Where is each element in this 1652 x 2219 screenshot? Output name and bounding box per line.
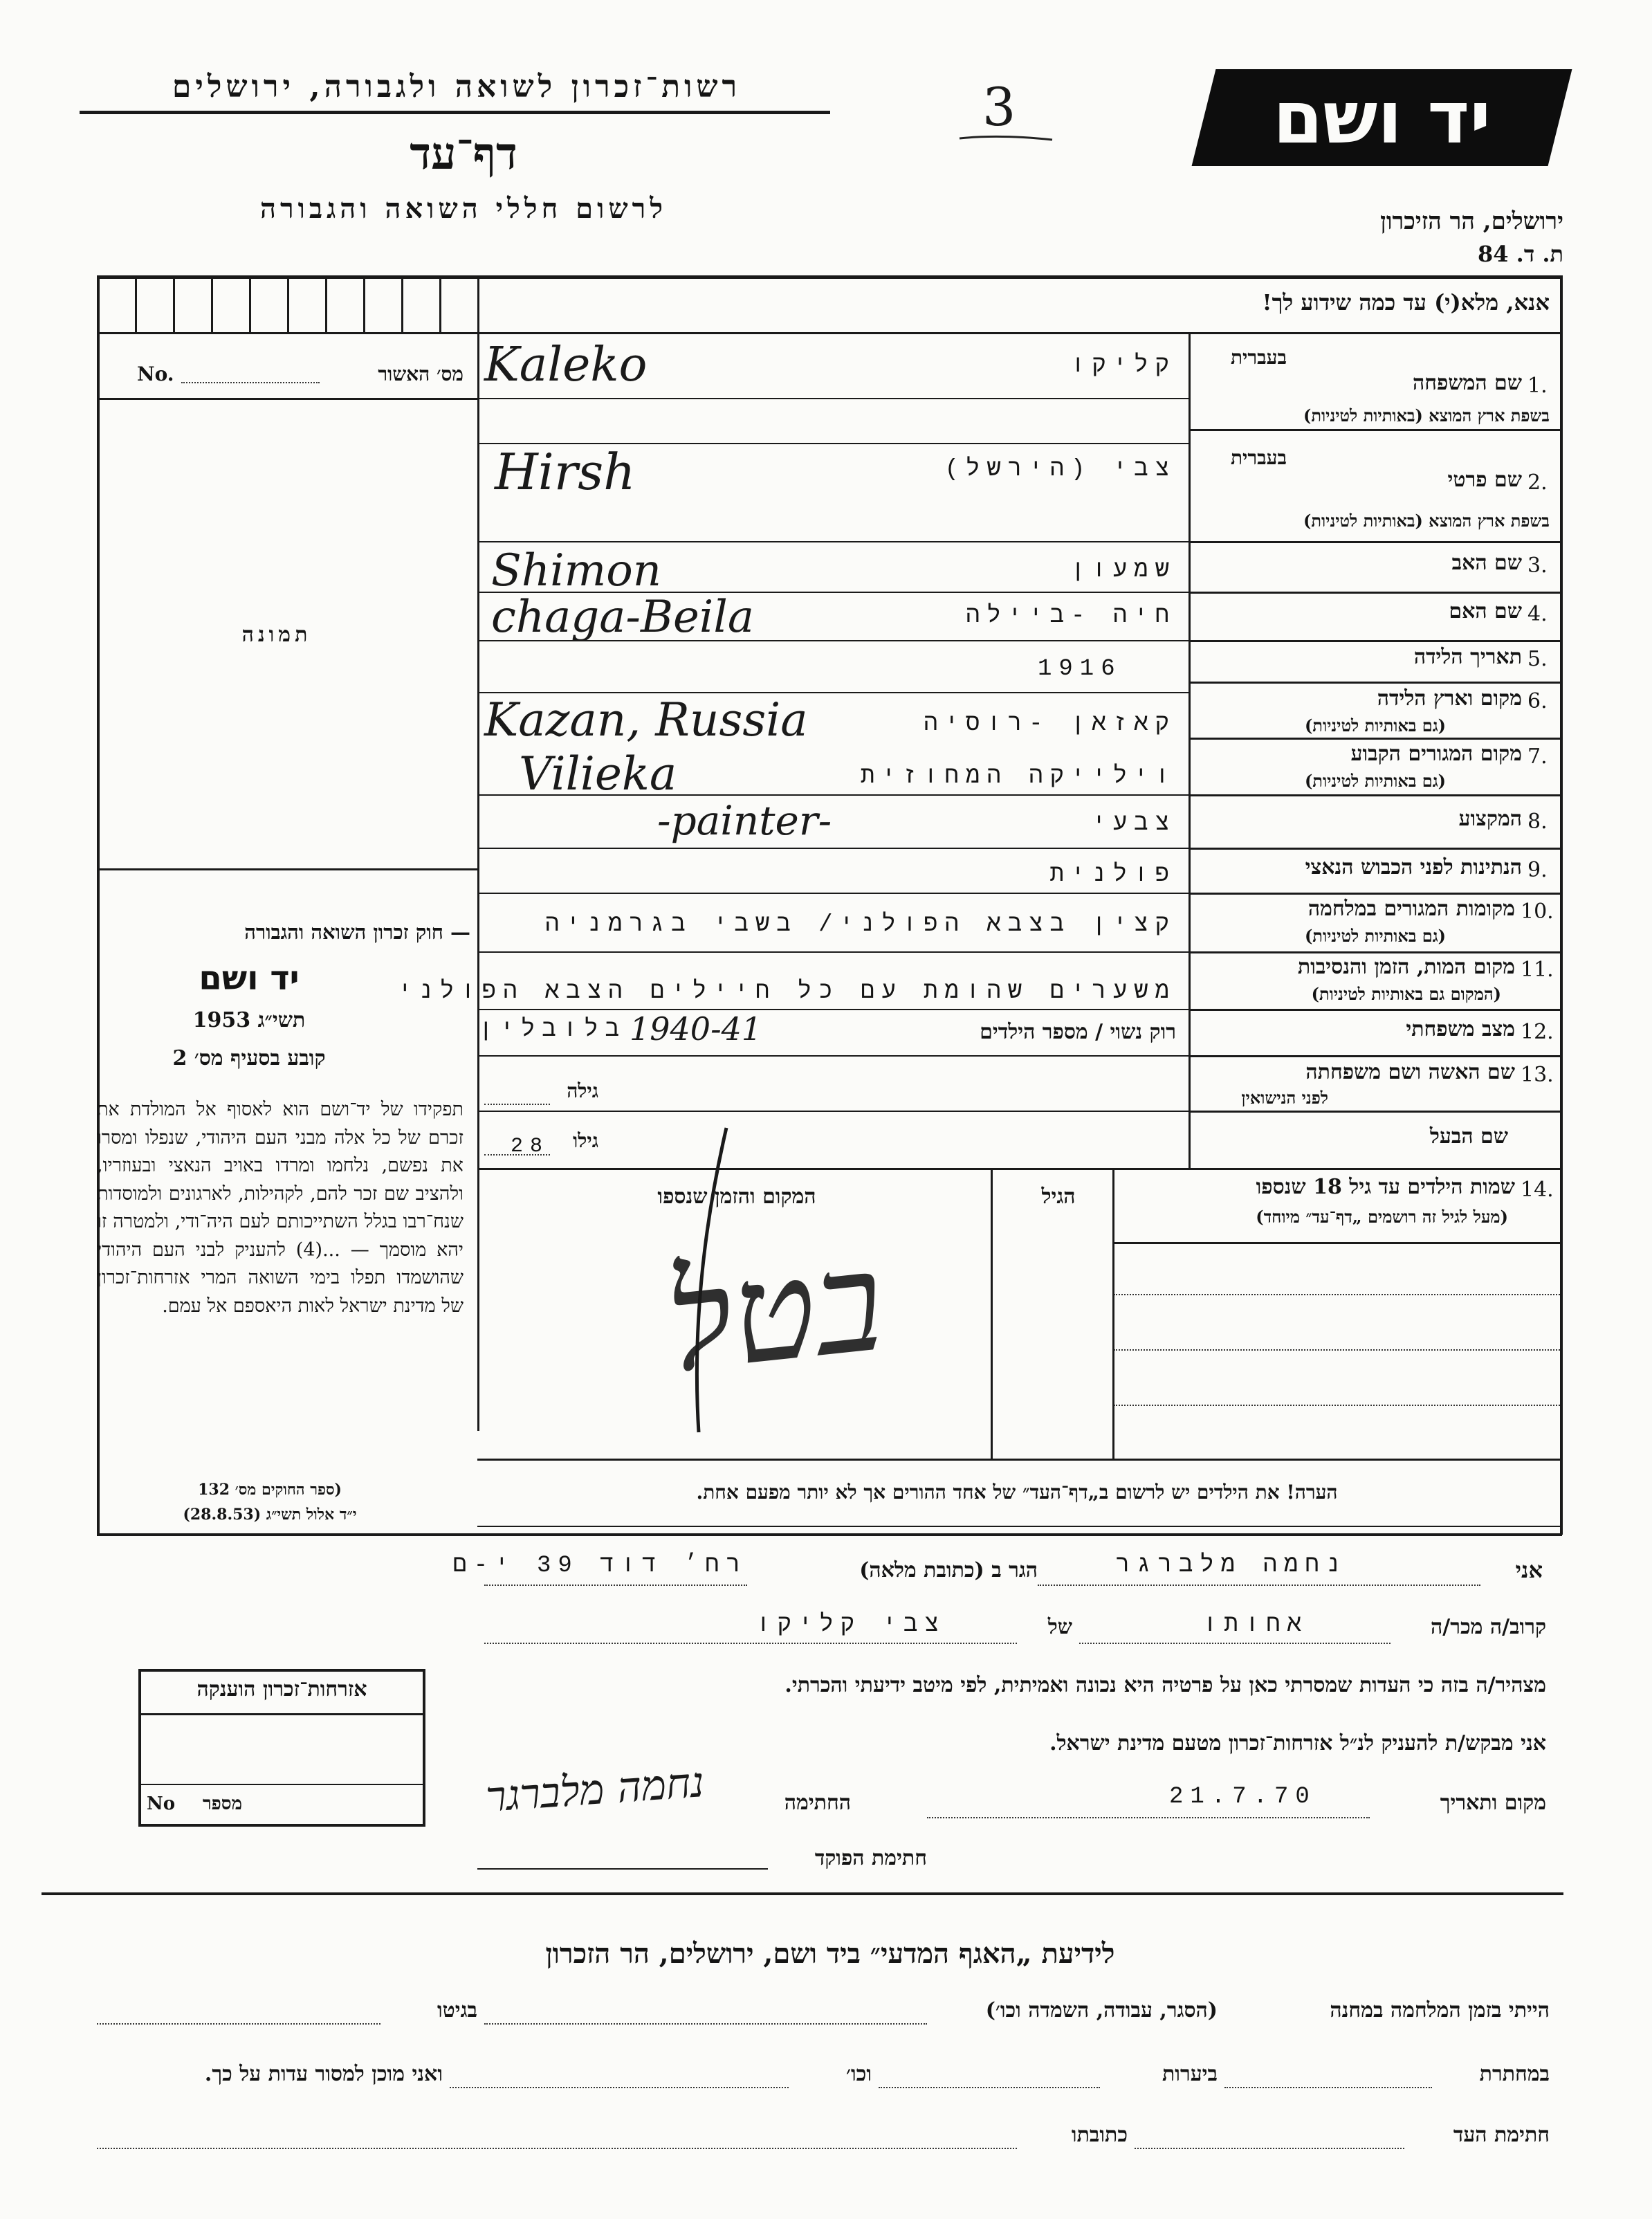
vsep-11 <box>477 1009 1188 1010</box>
sep-2 <box>1188 541 1562 543</box>
sep-3 <box>1188 592 1562 594</box>
q14-row-2[interactable] <box>1114 1349 1560 1351</box>
law-clause: קובע בסעיף מס׳ 2 <box>172 1046 326 1070</box>
q6-num: 6. <box>1527 689 1548 713</box>
decl-of-line <box>484 1643 1017 1644</box>
page-number: 3 <box>982 76 1016 138</box>
q14-num: 14. <box>1521 1178 1554 1202</box>
sep-9 <box>1188 893 1562 895</box>
q5-value[interactable]: 1916 <box>1038 656 1122 682</box>
footer-line2-b: ביערות <box>1162 2062 1218 2086</box>
q6-hebrew[interactable]: קאזאן -רוסיה <box>924 711 1176 738</box>
q9-num: 9. <box>1527 858 1548 882</box>
q14-col-age: הגיל <box>1041 1185 1076 1209</box>
tick-5 <box>287 275 289 332</box>
q12-num: 12. <box>1521 1020 1554 1044</box>
q7-num: 7. <box>1527 745 1548 769</box>
q6-latin[interactable]: Kazan, Russia <box>484 693 808 747</box>
q5-num: 5. <box>1527 647 1548 671</box>
law-logo: יד ושם <box>199 959 300 998</box>
instructions: אנא, מלא(י) עד כמה שידוע לך! <box>1262 289 1550 316</box>
q9-label: הנתינות לפני הכבוש הנאצי <box>1305 855 1522 879</box>
decl-date-value[interactable]: 21.7.70 <box>1169 1784 1316 1810</box>
footer-line3-b: כתובתו <box>1071 2123 1128 2147</box>
footer-witness-sig-field[interactable] <box>1135 2148 1404 2149</box>
q14-head-line <box>1114 1242 1560 1244</box>
q3-hebrew[interactable]: שמעון <box>1070 558 1176 584</box>
decl-relation-line <box>1079 1643 1391 1644</box>
sep-10 <box>1188 951 1562 953</box>
footer-line3-a: חתימת העד <box>1453 2123 1550 2147</box>
footer-line2-c: וכו׳ <box>846 2062 872 2086</box>
registration-no-field[interactable] <box>181 382 320 383</box>
po-box: ת. ד. 84 <box>1478 241 1563 267</box>
top-strip-bottom <box>97 332 1562 334</box>
q4-hebrew[interactable]: חיה -ביילה <box>965 603 1176 630</box>
sep-14 <box>477 1168 1562 1170</box>
note: הערה! את הילדים יש לרשום ב„דף־העד״ של אחד ההורים אך לא יותר מפעם אחת. <box>696 1481 1338 1504</box>
husband-age-label: גילו <box>573 1129 598 1152</box>
section-divider <box>42 1892 1563 1895</box>
q4-label: שם האם <box>1449 599 1522 623</box>
tick-9 <box>439 275 441 332</box>
footer-underground-field[interactable] <box>1224 2087 1432 2088</box>
q2-num: 2. <box>1527 471 1548 495</box>
q2-latin[interactable]: Hirsh <box>495 443 636 501</box>
registration-no-he: מס׳ האשור <box>378 363 464 385</box>
q13-num: 13. <box>1521 1063 1554 1087</box>
decl-official-line <box>477 1868 768 1870</box>
frame-right <box>1560 275 1563 1535</box>
footer-address-field[interactable] <box>97 2148 1017 2149</box>
footer-forest-field[interactable] <box>879 2087 1100 2088</box>
tick-1 <box>135 275 137 332</box>
q3-label: שם האב <box>1451 551 1522 575</box>
q8-latin[interactable]: -painter- <box>657 797 832 844</box>
husband-age-field[interactable] <box>484 1154 550 1156</box>
q13-label: שם האשה ושם משפחתה <box>1305 1060 1515 1084</box>
sep-12 <box>1188 1055 1562 1057</box>
q14-col-divider-1 <box>1112 1168 1114 1459</box>
decl-name-line <box>1038 1585 1480 1586</box>
q13-age-field[interactable] <box>484 1104 550 1105</box>
q11-year[interactable]: 1940-41 <box>630 1010 762 1048</box>
q11-num: 11. <box>1521 958 1554 982</box>
cancel-mark-stroke <box>678 1114 761 1446</box>
photo-box-bottom <box>97 868 477 870</box>
q14-bottom <box>477 1459 1562 1461</box>
q1-latin[interactable]: Kaleko <box>484 338 648 392</box>
logo-block <box>1192 69 1572 166</box>
q1-sub-hebrew: בעברית <box>1230 346 1287 369</box>
q10-num: 10. <box>1521 900 1554 924</box>
sep-4 <box>1188 640 1562 642</box>
q14-label: שמות הילדים עד גיל 18 שנספו <box>1256 1175 1515 1199</box>
decl-official-signature-label: חתימת הפוקד <box>814 1846 927 1870</box>
reg-row-line <box>97 398 477 400</box>
decl-address-label: הגר ב (כתובת מלאה) <box>859 1558 1038 1582</box>
form-title: דף־עד <box>410 128 517 180</box>
footer-line1-a: הייתי בזמן המלחמה במחנה <box>1330 1998 1550 2022</box>
footer-ghetto-field[interactable] <box>97 2023 380 2025</box>
tick-3 <box>211 275 213 332</box>
vsep-13 <box>477 1111 1188 1112</box>
vsep-12 <box>477 1055 1188 1057</box>
footer-title: לידיעת „האגף המדעי״ ביד ושם, ירושלים, הר הזכרון <box>545 1937 1115 1970</box>
q2-hebrew[interactable]: צבי (הירשל) <box>944 457 1176 483</box>
sep-1 <box>1188 429 1562 431</box>
frame-top <box>97 275 1562 279</box>
q14-col-divider-2 <box>991 1168 993 1459</box>
q2-sub-hebrew: בעברית <box>1230 446 1287 469</box>
q2-sub-latin: בשפת ארץ המוצא (באותיות לטיניות) <box>1303 511 1550 531</box>
logo-text: יד ושם <box>1273 75 1491 160</box>
q3-num: 3. <box>1527 554 1548 578</box>
law-text: תפקידו של יד־ושם הוא לאסוף אל המולדת את זכרם של כל אלה מבני העם היהודי, שנפלו ומסרו את נפשם, נלחמו ומרדו באויב הנאצי ובעוזריו, ולהציב שם זכר להם, לקהילות, לארגונים ולמוסדות שנח־רבו בגלל השתייכותם לעם היה־ודי, ולמטרה זו יהא מוסמך — ...(4) להעניק לבני העם היהודי שהושמדו תפלו בימי השואה המרי אזרחות־זכרון של מדינת ישראל לאות היאספם אל עמם. <box>97 1099 464 1317</box>
q11-value[interactable]: משערים שהומת עם כל חיילים הצבא הפולני <box>398 979 1176 1005</box>
q9-value[interactable]: פולנית <box>1049 862 1176 888</box>
q6-sub: (גם באותיות לטיניות) <box>1304 715 1446 736</box>
q12-value[interactable]: רוק נשוי / מספר הילדים <box>980 1020 1176 1044</box>
law-ref: (ספר החוקים מס׳ 132 <box>198 1481 342 1499</box>
footer-line2-d: ואני מוכן למסור עדות על כך. <box>204 2062 443 2086</box>
vsep-8 <box>477 848 1188 849</box>
form-subtitle: לרשום חללי השואה והגבורה <box>259 192 668 225</box>
law-date: י״ד אלול תשי״ג (28.8.53) <box>183 1506 357 1524</box>
q14-row-1[interactable] <box>1114 1294 1560 1295</box>
decl-i-label: אני <box>1515 1557 1543 1583</box>
citizenship-box-number: מספר <box>202 1793 242 1814</box>
sep-5 <box>1188 682 1562 684</box>
q7-hebrew[interactable]: וילייקה המחוזית <box>860 764 1176 790</box>
photo-label: תמונה <box>241 623 312 647</box>
page-number-underline <box>958 131 1055 145</box>
q11-value-2[interactable]: בלובלין <box>479 1017 626 1043</box>
q14-col-place: המקום והזמן שנספו <box>657 1185 816 1209</box>
tick-2 <box>173 275 175 332</box>
frame-divider-labels <box>1188 332 1191 1168</box>
husband-label: שם הבעל <box>1429 1124 1508 1149</box>
q14-row-3[interactable] <box>1114 1405 1560 1406</box>
citizenship-box-no-line <box>138 1784 425 1785</box>
sep-13 <box>1188 1111 1562 1113</box>
q12-label: מצב משפחתי <box>1406 1017 1515 1041</box>
footer-etc-field[interactable] <box>450 2087 789 2088</box>
q7-sub: (גם באותיות לטיניות) <box>1304 771 1446 791</box>
citizenship-box-no: No <box>147 1793 176 1814</box>
vsep-9 <box>477 893 1188 894</box>
q1-sub-latin: בשפת ארץ המוצא (באותיות לטיניות) <box>1303 405 1550 426</box>
decl-of-label: של <box>1047 1615 1072 1639</box>
husband-age[interactable]: 28 <box>511 1135 550 1158</box>
cancel-mark: בטל <box>659 1221 890 1404</box>
decl-signature-value[interactable]: נחמה מלברגר <box>484 1758 706 1822</box>
q1-label: שם המשפחה <box>1412 371 1522 395</box>
q3-latin[interactable]: Shimon <box>491 545 661 596</box>
q8-num: 8. <box>1527 810 1548 834</box>
header-underline <box>80 111 830 114</box>
q13-sub: לפני הנישואין <box>1241 1088 1328 1108</box>
q8-label: המקצוע <box>1458 807 1522 831</box>
sep-11 <box>1188 1009 1562 1011</box>
vsep-1 <box>477 398 1188 399</box>
sep-8 <box>1188 848 1562 850</box>
q8-hebrew[interactable]: צבעי <box>1092 811 1176 837</box>
sep-7 <box>1188 794 1562 796</box>
tick-8 <box>401 275 403 332</box>
sep-6 <box>1188 738 1562 740</box>
q10-sub: (גם באותיות לטיניות) <box>1304 926 1446 946</box>
q7-label: מקום המגורים הקבוע <box>1350 742 1522 766</box>
q4-num: 4. <box>1527 602 1548 626</box>
q13-age-label: גילה <box>567 1079 598 1102</box>
frame-divider-main <box>477 275 479 1431</box>
decl-place-date-label: מקום ותאריך <box>1440 1791 1546 1815</box>
citizenship-box-title: אזרחות־זכרון הוענקה <box>196 1677 367 1701</box>
decl-relation-value[interactable]: אחותו <box>1202 1612 1309 1638</box>
footer-line2-a: במחתרת <box>1479 2062 1550 2086</box>
q5-label: תאריך הלידה <box>1413 645 1522 669</box>
tick-4 <box>249 275 251 332</box>
decl-statement: מצהיר/ה בזה כי העדות שמסרתי כאן על פרטיה היא נכונה ואמיתית, לפי מיטב ידיעתי והכרתי. <box>784 1673 1546 1697</box>
vsep-10 <box>477 951 1188 953</box>
law-year: תשי״ג 1953 <box>192 1008 306 1032</box>
q10-value[interactable]: קצין בצבא הפולני/ בשבי בגרמניה <box>544 912 1176 938</box>
decl-request: אני מבקש/ת להעניק לנ״ל אזרחות־זכרון מטעם מדינת ישראל. <box>1049 1731 1546 1755</box>
footer-line1-c: בגיטו <box>437 1998 477 2022</box>
law-title: — חוק זכרון השואה והגבורה <box>244 920 470 944</box>
institution-name: רשות־זכרון לשואה ולגבורה, ירושלים <box>172 69 742 104</box>
decl-of-value[interactable]: צבי קליקו <box>756 1612 946 1638</box>
q2-label: שם פרטי <box>1447 468 1522 492</box>
q1-hebrew[interactable]: קליקו <box>1070 353 1176 379</box>
decl-signature-label: החתימה <box>784 1791 851 1815</box>
q4-latin[interactable]: chaga-Beila <box>491 592 754 643</box>
q11-sub: (המקום גם באותיות לטיניות) <box>1311 984 1501 1004</box>
decl-date-line <box>927 1817 1370 1818</box>
note-line <box>477 1526 1562 1527</box>
decl-witness-name[interactable]: נחמה מלברגר <box>1115 1553 1348 1579</box>
q10-label: מקומות המגורים במלחמה <box>1307 897 1515 921</box>
decl-relation-label: קרוב/ה מכר/ה <box>1431 1615 1546 1639</box>
tick-7 <box>363 275 365 332</box>
footer-camp-field[interactable] <box>484 2023 927 2025</box>
citizenship-box-rule <box>138 1713 425 1715</box>
tick-6 <box>325 275 327 332</box>
frame-bottom <box>97 1533 1562 1536</box>
q7-latin[interactable]: Vilieka <box>519 747 677 801</box>
vsep-3 <box>477 541 1188 542</box>
q11-label: מקום המות, הזמן והנסיבות <box>1297 955 1515 979</box>
q14-sub: (מעל לגיל זה רושמים „דף־עד״ מיוחד) <box>1256 1207 1508 1227</box>
q6-label: מקום וארץ הלידה <box>1377 686 1522 711</box>
q1-num: 1. <box>1527 374 1548 398</box>
decl-address-value[interactable]: רח׳ דוד 39 י-ם <box>452 1553 747 1579</box>
address-line: ירושלים, הר הזיכרון <box>1380 208 1563 235</box>
registration-no-en: No. <box>137 363 174 385</box>
footer-line1-b: (הסגר, עבודה, השמדה וכו׳) <box>985 1998 1218 2022</box>
decl-address-line <box>484 1585 747 1586</box>
